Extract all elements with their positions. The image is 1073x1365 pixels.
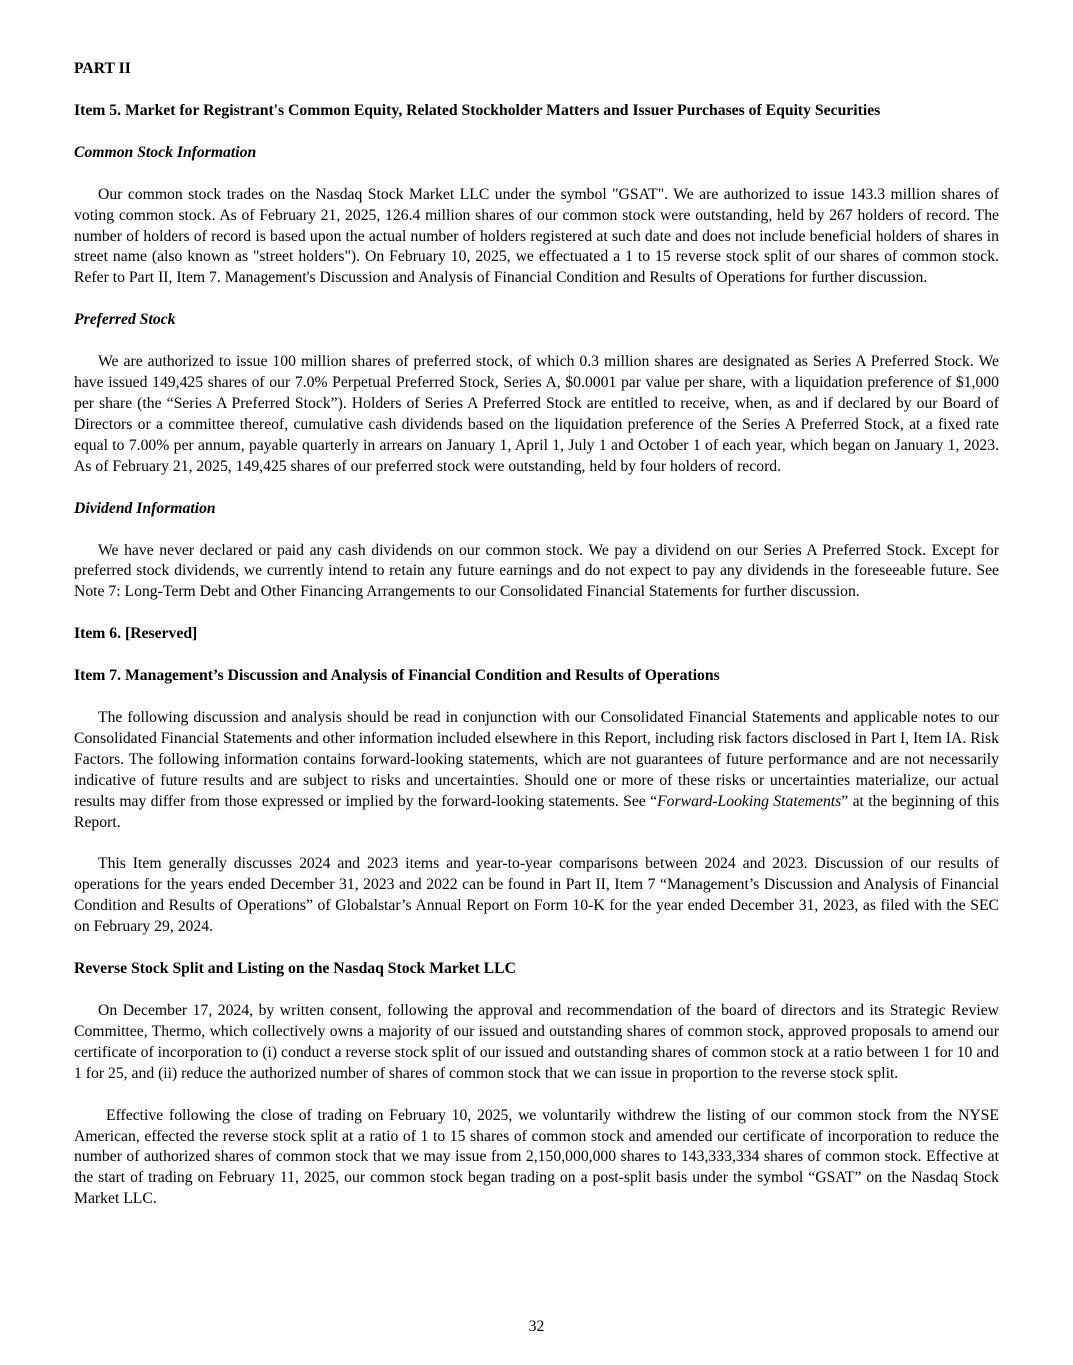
item7-paragraph-1-tail: ” at the beginning of this Report.	[74, 792, 999, 831]
item6-title: Item 6. [Reserved]	[74, 625, 198, 643]
document-page	[74, 59, 999, 1210]
dividend-heading: Dividend Information	[74, 499, 216, 517]
item7-paragraph-1-text: The following discussion and analysis should be read in conjunction with our Consolidated Financial Statements and applicable notes to our Consolidated Financial Statements and other information included elsewhere in this Report, including risk factors disclosed in Part I, Item IA. Risk Factors. The following information contains forward-looking statements, which are not guarantees of future performance and are not necessarily indicative of future results and are subject to risks and uncertainties. Should one or more of these risks or uncertainties materialize, our actual results may differ from those expressed or implied by the forward-looking statements. See “	[74, 709, 999, 810]
part-title: PART II	[74, 60, 131, 77]
common-stock-heading: Common Stock Information	[74, 143, 257, 161]
reverse-split-heading: Reverse Stock Split and Listing on the Nasdaq Stock Market LLC	[74, 960, 516, 978]
item7-paragraph-1	[74, 708, 999, 833]
item7-title: Item 7. Management’s Discussion and Analysis of Financial Condition and Results of Operations	[74, 667, 720, 685]
item5-title: Item 5. Market for Registrant's Common Equity, Related Stockholder Matters and Issuer Purchases of Equity Securities	[74, 101, 881, 119]
preferred-stock-paragraph: We are authorized to issue 100 million shares of preferred stock, of which 0.3 million shares are designated as Series A Preferred Stock. We have issued 149,425 shares of our 7.0% Perpetual Preferred Stock, Series A, $0.0001 par value per share, with a liquidation preference of $1,000 per share (the “Series A Preferred Stock”). Holders of Series A Preferred Stock are entitled to receive, when, as and if declared by our Board of Directors or a committee thereof, cumulative cash dividends based on the liquidation preference of the Series A Preferred Stock, at a fixed rate equal to 7.00% per annum, payable quarterly in arrears on January 1, April 1, July 1 and October 1 of each year, which began on January 1, 2023. As of February 21, 2025, 149,425 shares of our preferred stock were outstanding, held by four holders of record.	[74, 353, 999, 475]
reverse-split-paragraph-2: Effective following the close of trading on February 10, 2025, we voluntarily withdrew the listing of our common stock from the NYSE American, effected the reverse stock split at a ratio of 1 to 15 shares of common stock and amended our certificate of incorporation to reduce the number of authorized shares of common stock that we may issue from 2,150,000,000 shares to 143,333,334 shares of common stock. Effective at the start of trading on February 11, 2025, our common stock began trading on a post-split basis under the symbol “GSAT” on the Nasdaq Stock Market LLC.	[74, 1106, 999, 1208]
dividend-paragraph: We have never declared or paid any cash dividends on our common stock. We pay a dividend on our Series A Preferred Stock. Except for preferred stock dividends, we currently intend to retain any future earnings and do not expect to pay any dividends in the foreseeable future. See Note 7: Long-Term Debt and Other Financing Arrangements to our Consolidated Financial Statements for further discussion.	[74, 541, 999, 601]
preferred-stock-heading: Preferred Stock	[74, 311, 176, 329]
item7-paragraph-2: This Item generally discusses 2024 and 2023 items and year-to-year comparisons between 2024 and 2023. Discussion of our results of operations for the years ended December 31, 2023 and 2022 can be found in Part II, Item 7 “Management’s Discussion and Analysis of Financial Condition and Results of Operations” of Globalstar’s Annual Report on Form 10-K for the year ended December 31, 2023, as filed with the SEC on February 29, 2024.	[74, 855, 999, 936]
forward-looking-statements-ref: Forward-Looking Statements	[657, 792, 842, 810]
reverse-split-paragraph-1: On December 17, 2024, by written consent, following the approval and recommendation of the board of directors and its Strategic Review Committee, Thermo, which collectively owns a majority of our issued and outstanding shares of common stock, approved proposals to amend our certificate of incorporation to (i) conduct a reverse stock split of our issued and outstanding shares of common stock at a ratio between 1 for 10 and 1 for 25, and (ii) reduce the authorized number of shares of common stock that we can issue in proportion to the reverse stock split.	[74, 1002, 999, 1082]
common-stock-paragraph: Our common stock trades on the Nasdaq Stock Market LLC under the symbol "GSAT". We are authorized to issue 143.3 million shares of voting common stock. As of February 21, 2025, 126.4 million shares of our common stock were outstanding, held by 267 holders of record. The number of holders of record is based upon the actual number of holders registered at such date and does not include beneficial holders of shares in street name (also known as "street holders"). On February 10, 2025, we effectuated a 1 to 15 reverse stock split of our shares of common stock. Refer to Part II, Item 7. Management's Discussion and Analysis of Financial Condition and Results of Operations for further discussion.	[74, 185, 999, 287]
page-number: 32	[528, 1318, 545, 1335]
